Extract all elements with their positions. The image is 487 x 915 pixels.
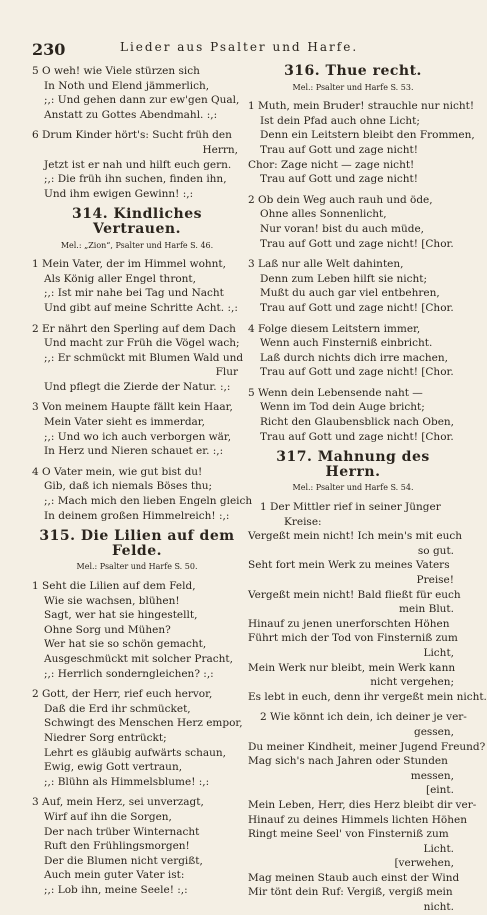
verse-line: 2 Ob dein Weg auch rauh und öde,: [248, 193, 433, 206]
verse-line: nicht.: [423, 901, 454, 914]
verse-line: 1 Seht die Lilien auf dem Feld,: [32, 580, 196, 592]
verse-line: Wer hat sie so schön gemacht,: [44, 638, 207, 651]
verse-line: Mag sich's nach Jahren oder Stunden: [248, 755, 448, 768]
verse-line: 4 Folge diesem Leitstern immer,: [248, 322, 421, 335]
verse-line: ;,: Herrlich sonderngleichen? :,:: [44, 667, 214, 680]
hymn-title: 315. Die Lilien auf dem Felde.: [39, 528, 235, 559]
verse-line: Ohne Sorg und Mühen?: [44, 623, 171, 636]
verse-line: Und pflegt die Zierde der Natur. :,:: [44, 380, 231, 393]
verse-line: Mußt du auch gar viel entbehren,: [260, 287, 440, 300]
verse-line: Mag meinen Staub auch einst der Wind: [248, 871, 460, 884]
verse-line: 2 Er nährt den Sperling auf dem Dach: [32, 322, 236, 335]
verse-line: Schwingt des Menschen Herz empor,: [44, 717, 243, 730]
verse-line: Richt den Glaubensblick nach Oben,: [260, 416, 455, 429]
verse-line: Auch mein guter Vater ist:: [44, 869, 185, 882]
verse-line: In Herz und Nieren schauet er. :,:: [44, 445, 224, 458]
verse-line: Chor: Zage nicht — zage nicht!: [248, 158, 415, 171]
verse-line: Du meiner Kindheit, meiner Jugend Freund?: [248, 740, 486, 753]
verse-line: Ohne alles Sonnenlicht,: [260, 208, 387, 221]
melody-note: Mel.: Psalter und Harfe S. 50.: [76, 562, 198, 572]
verse-line: 5 Wenn dein Lebensende naht —: [248, 386, 423, 399]
verse-line: 2 Wie könnt ich dein, ich deiner je ver-: [260, 711, 467, 724]
hymn-title: 316. Thue recht.: [284, 63, 422, 79]
verse-line: Wirf auf ihn die Sorgen,: [44, 810, 172, 823]
verse-line: Ringt meine Seel' von Finsterniß zum: [248, 828, 449, 841]
verse-line: Anstatt zu Gottes Abendmahl. :,:: [44, 108, 218, 121]
verse-line: gessen,: [413, 725, 454, 738]
verse-line: Und ihm ewigen Gewinn! :,:: [44, 187, 194, 200]
verse-line: Niedrer Sorg entrückt;: [44, 731, 167, 744]
verse-line: 6 Drum Kinder hört's: Sucht früh den: [32, 129, 232, 142]
verse-line: Preise!: [416, 574, 454, 586]
left-column: [32, 64, 253, 897]
verse-line: Herrn,: [202, 143, 238, 156]
verse-line: Denn zum Leben hilft sie nicht;: [260, 272, 428, 285]
verse-line: ;,: Und gehen dann zur ew'gen Qual,: [44, 94, 240, 107]
verse-line: ;,: Blühn als Himmelsblume! :,:: [44, 775, 210, 788]
verse-line: nicht vergehen;: [370, 676, 454, 689]
verse-line: Als König aller Engel thront,: [44, 272, 196, 285]
verse-line: 4 O Vater mein, wie gut bist du!: [32, 465, 203, 478]
verse-line: Trau auf Gott und zage nicht!: [260, 143, 418, 156]
verse-line: Lehrt es gläubig aufwärts schaun,: [44, 746, 226, 759]
verse-line: Und gibt auf meine Schritte Acht. :,:: [44, 301, 238, 314]
verse-line: Ausgeschmückt mit solcher Pracht,: [44, 652, 233, 665]
verse-line: Laß durch nichts dich irre machen,: [260, 351, 448, 364]
verse-line: In Noth und Elend jämmerlich,: [44, 79, 210, 92]
verse-line: Mir tönt dein Ruf: Vergiß, vergiß mein: [248, 886, 453, 899]
verse-line: Der die Blumen nicht vergißt,: [44, 854, 203, 867]
verse-line: Trau auf Gott und zage nicht! [Chor.: [260, 366, 454, 379]
verse-line: 5 O weh! wie Viele stürzen sich: [32, 65, 200, 77]
verse-line: 1 Der Mittler rief in seiner Jünger: [260, 501, 441, 514]
verse-line: Licht.: [423, 842, 454, 855]
verse-line: In deinem großen Himmelreich! :,:: [44, 509, 230, 522]
right-column: [248, 63, 487, 915]
verse-line: 1 Mein Vater, der im Himmel wohnt,: [32, 258, 226, 271]
verse-line: Flur: [215, 366, 238, 379]
verse-line: ;,: Ist mir nahe bei Tag und Nacht: [44, 287, 224, 300]
verse-line: Der nach trüber Winternacht: [44, 825, 200, 838]
melody-note: Mel.: Psalter und Harfe S. 54.: [292, 483, 414, 493]
verse-line: Trau auf Gott und zage nicht! [Chor.: [260, 430, 454, 443]
verse-line: Wenn auch Finsterniß einbricht.: [260, 337, 433, 350]
verse-line: 1 Muth, mein Bruder! strauchle nur nicht!: [248, 100, 475, 113]
verse-line: Daß die Erd ihr schmücket,: [44, 702, 191, 715]
running-head: Lieder aus Psalter und Harfe.: [120, 40, 359, 54]
verse-line: 3 Laß nur alle Welt dahinten,: [248, 258, 404, 271]
verse-line: Ewig, ewig Gott vertraun,: [44, 761, 183, 774]
verse-line: Mein Leben, Herr, dies Herz bleibt dir ver-: [248, 798, 477, 811]
verse-line: Jetzt ist er nah und hilft euch gern.: [44, 158, 232, 171]
verse-line: mein Blut.: [398, 603, 454, 616]
verse-line: Denn ein Leitstern bleibt den Frommen,: [260, 129, 475, 142]
hymn-title: 317. Mahnung des Herrn.: [276, 449, 430, 480]
verse-line: Hinauf zu jenen unerforschten Höhen: [248, 617, 450, 630]
verse-line: Es lebt in euch, denn ihr vergeßt mein nicht.: [248, 690, 487, 703]
verse-line: 3 Von meinem Haupte fällt kein Haar,: [32, 401, 233, 414]
verse-line: Führt mich der Tod von Finsterniß zum: [248, 632, 458, 645]
verse-line: Sagt, wer hat sie hingestellt,: [44, 609, 198, 622]
verse-line: Licht,: [423, 646, 454, 659]
verse-line: Ist dein Pfad auch ohne Licht;: [260, 114, 420, 127]
verse-line: so gut.: [417, 544, 454, 557]
verse-line: Und macht zur Früh die Vögel wach;: [44, 337, 240, 350]
verse-line: Mein Vater sieht es immerdar,: [44, 416, 206, 429]
verse-line: Ruft den Frühlingsmorgen!: [44, 840, 190, 853]
verse-line: Mein Werk nur bleibt, mein Werk kann: [248, 661, 456, 674]
hymn-title: 314. Kindliches Vertrauen.: [71, 206, 203, 237]
verse-line: ;,: Die früh ihn suchen, finden ihn,: [44, 173, 227, 186]
verse-line: ;,: Lob ihn, meine Seele! :,:: [44, 883, 188, 896]
verse-line: [verwehen,: [394, 857, 454, 870]
verse-line: Wie sie wachsen, blühen!: [44, 594, 180, 607]
verse-line: Nur voran! bist du auch müde,: [260, 222, 425, 235]
verse-line: Trau auf Gott und zage nicht! [Chor.: [260, 237, 454, 250]
verse-line: Wenn im Tod dein Auge bricht;: [260, 401, 425, 414]
verse-line: messen,: [410, 769, 454, 782]
verse-line: Vergeßt mein nicht! Bald fließt für euch: [248, 588, 461, 601]
verse-line: Trau auf Gott und zage nicht! [Chor.: [260, 301, 454, 314]
melody-note: Mel.: „Zion“, Psalter und Harfe S. 46.: [60, 240, 214, 250]
page-number: 230: [32, 40, 66, 59]
verse-line: 2 Gott, der Herr, rief euch hervor,: [32, 688, 213, 701]
verse-line: Seht fort mein Werk zu meines Vaters: [248, 559, 450, 572]
verse-line: ;,: Und wo ich auch verborgen wär,: [44, 430, 232, 443]
verse-line: Vergeßt mein nicht! Ich mein's mit euch: [248, 530, 463, 543]
verse-line: Kreise:: [284, 515, 322, 528]
verse-line: Trau auf Gott und zage nicht!: [260, 173, 418, 186]
verse-line: Gib, daß ich niemals Böses thu;: [44, 480, 213, 493]
verse-line: Hinauf zu deines Himmels lichten Höhen: [248, 813, 467, 826]
verse-line: 3 Auf, mein Herz, sei unverzagt,: [32, 796, 204, 809]
verse-line: ;,: Er schmückt mit Blumen Wald und: [44, 351, 244, 364]
melody-note: Mel.: Psalter und Harfe S. 53.: [292, 82, 414, 92]
verse-line: ;,: Mach mich den lieben Engeln gleich: [44, 495, 253, 508]
verse-line: [eint.: [426, 784, 454, 797]
